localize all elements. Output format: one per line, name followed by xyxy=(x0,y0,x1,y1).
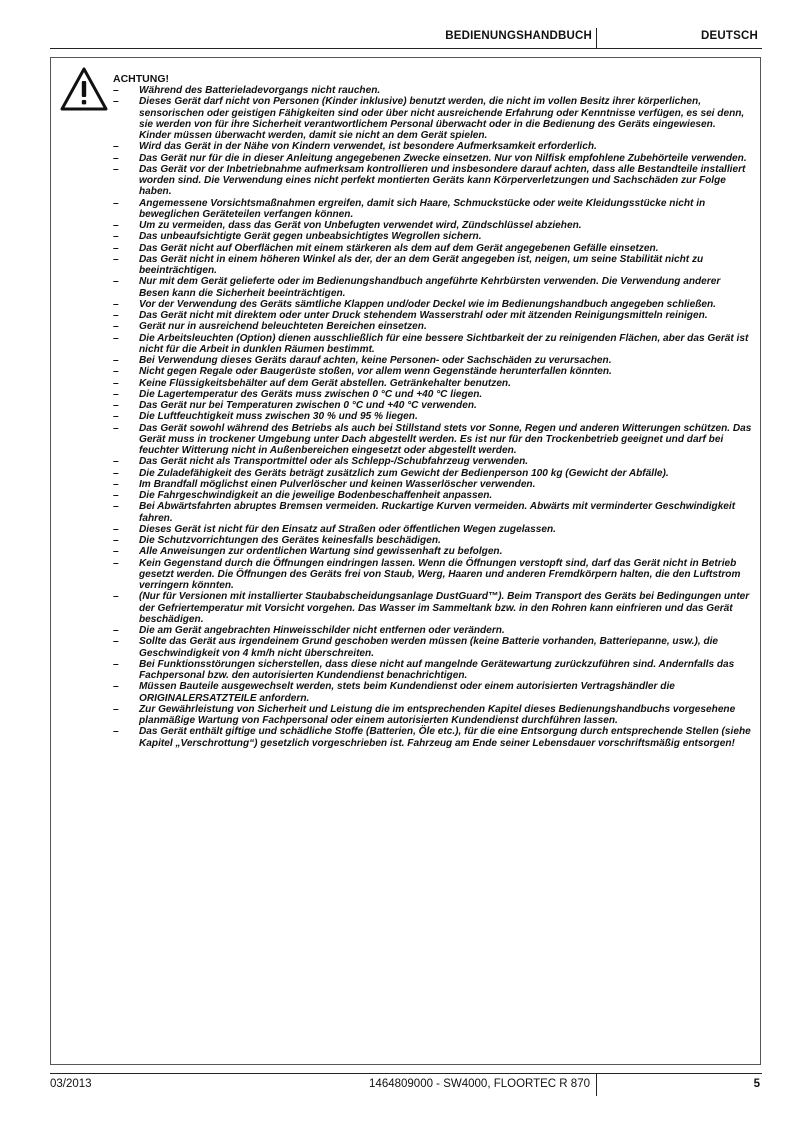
list-dash: – xyxy=(113,152,119,164)
warning-box xyxy=(50,57,761,1065)
warning-item xyxy=(113,524,753,535)
warning-item xyxy=(113,726,753,749)
warning-item-text: Die Luftfeuchtigkeit muss zwischen 30 % und 95 % liegen. xyxy=(139,411,418,423)
warning-item xyxy=(113,299,753,310)
warning-item xyxy=(113,636,753,659)
warning-item-text: Sollte das Gerät aus irgendeinem Grund geschoben werden müssen (keine Batterie vorhanden, Batteriepanne, usw.), die Geschwindigkeit von 4 km/h nicht überschreiten. xyxy=(139,636,719,659)
warning-item-text: Angemessene Vorsichtsmaßnahmen ergreifen, damit sich Haare, Schmuckstücke oder weite Kleidungsstücke nicht in beweglichen Geräteteilen verfangen können. xyxy=(139,197,706,220)
warning-item-text: Zur Gewährleistung von Sicherheit und Leistung die im entsprechenden Kapitel dieses Bedienungshandbuchs vorgesehene planmäßige Wartung von Fachpersonal oder einem autorisierten Kundendienst durchführen lassen. xyxy=(139,703,736,726)
list-dash: – xyxy=(113,321,119,333)
list-dash: – xyxy=(113,591,119,603)
list-dash: – xyxy=(113,411,119,423)
manual-title: BEDIENUNGSHANDBUCH xyxy=(445,30,592,42)
warning-item-text: Im Brandfall möglichst einen Pulverlöscher und keinen Wasserlöscher verwenden. xyxy=(139,478,536,490)
warning-item-text: Das Gerät nicht in einem höheren Winkel als der, der an dem Gerät angegeben ist, neigen, um seine Stabilität nicht zu beeinträchtigen. xyxy=(139,253,704,276)
warning-item-text: Das Gerät nicht als Transportmittel oder als Schlepp-/Schubfahrzeug verwenden. xyxy=(139,456,529,468)
warning-item-text: Während des Batterieladevorgangs nicht rauchen. xyxy=(139,85,381,96)
warning-item xyxy=(113,96,753,130)
list-dash: – xyxy=(113,467,119,479)
warning-item xyxy=(113,479,753,490)
warning-item xyxy=(113,276,753,299)
list-dash: – xyxy=(113,242,119,254)
list-dash: – xyxy=(113,703,119,715)
warning-item xyxy=(113,468,753,479)
footer-date: 03/2013 xyxy=(50,1078,92,1090)
warning-item-text: Die Fahrgeschwindigkeit an die jeweilige Bodenbeschaffenheit anpassen. xyxy=(139,490,493,501)
page-number: 5 xyxy=(753,1078,760,1090)
warning-item-text: Wird das Gerät in der Nähe von Kindern verwendet, ist besondere Aufmerksamkeit erforderlich. xyxy=(139,141,597,153)
warning-item-text: Das Gerät nur für die in dieser Anleitung angegebenen Zwecke einsetzen. Nur von Nilfisk empfohlene Zubehörteile verwenden. xyxy=(139,152,747,164)
warning-item-text: Die Arbeitsleuchten (Option) dienen ausschließlich für eine bessere Sichtbarkeit der zu reinigenden Flächen, aber das Gerät ist nicht für die Arbeit in dunklen Räumen bestimmt. xyxy=(139,332,749,355)
list-dash: – xyxy=(113,388,119,400)
list-dash: – xyxy=(113,636,119,648)
list-dash: – xyxy=(113,625,119,636)
warning-item xyxy=(113,130,753,141)
list-dash: – xyxy=(113,197,119,209)
warning-item xyxy=(113,411,753,422)
warning-item-text: Das Gerät sowohl während des Betriebs als auch bei Stillstand stets vor Sonne, Regen und anderen Witterungen schützen. Das Gerät muss in trockener Umgebung unter Dach abgestellt werden. Es ist nur für den Trockenbetrieb geeignet und darf bei feuchter Witterung nicht in Außenbereichen eingesetzt oder abgestellt werden. xyxy=(139,422,752,456)
warning-item-text: (Nur für Versionen mit installierter Staubabscheidungsanlage DustGuard™). Beim Transport des Geräts bei Bedingungen unter der Gefriertemperatur mit Vorsicht vorgehen. Das Wasser im Sammeltank bzw. in den Rohren kann einfrieren und das Gerät beschädigen. xyxy=(139,591,750,625)
list-dash: – xyxy=(113,253,119,265)
warning-item xyxy=(113,220,753,231)
warning-item-text: Kein Gegenstand durch die Öffnungen eindringen lassen. Wenn die Öffnungen verstopft sind, darf das Gerät nicht in Betrieb gesetzt werden. Die Öffnungen des Geräts frei von Staub, Werg, Haaren und anderen Fremdkörpern halten, die den Luftstrom verringern könnten. xyxy=(139,557,741,591)
warning-item-text: Um zu vermeiden, dass das Gerät von Unbefugten verwendet wird, Zündschlüssel abziehen. xyxy=(139,220,582,231)
warning-item-text: Vor der Verwendung des Geräts sämtliche Klappen und/oder Deckel wie im Bedienungshandbuch angegeben schließen. xyxy=(139,298,716,310)
list-dash: – xyxy=(113,332,119,344)
warning-item-text: Das Gerät nicht auf Oberflächen mit einem stärkeren als dem auf dem Gerät angegebenen Gefälle einsetzen. xyxy=(139,242,659,254)
warning-item xyxy=(113,681,753,704)
list-dash: – xyxy=(113,658,119,670)
warning-item-text: Die Zuladefähigkeit des Geräts beträgt zusätzlich zum Gewicht der Bedienperson 100 kg (Gewicht der Abfälle). xyxy=(139,467,669,479)
list-dash: – xyxy=(113,141,119,153)
warning-item-text: Alle Anweisungen zur ordentlichen Wartung sind gewissenhaft zu befolgen. xyxy=(139,546,503,558)
warning-item-text: Nicht gegen Regale oder Baugerüste stoßen, vor allem wenn Gegenstände herunterfallen könnten. xyxy=(139,366,612,378)
list-dash: – xyxy=(113,490,119,501)
warning-item xyxy=(113,704,753,727)
warning-item xyxy=(113,254,753,277)
warning-item xyxy=(113,85,753,96)
list-dash: – xyxy=(113,557,119,569)
warning-item xyxy=(113,153,753,164)
warning-item xyxy=(113,400,753,411)
warning-item xyxy=(113,366,753,377)
warning-triangle-icon xyxy=(59,66,109,112)
list-dash: – xyxy=(113,456,119,468)
warning-item xyxy=(113,591,753,625)
warning-item-text: Die Schutzvorrichtungen des Gerätes keinesfalls beschädigen. xyxy=(139,535,441,546)
warning-item-text: Die am Gerät angebrachten Hinweisschilder nicht entfernen oder verändern. xyxy=(139,625,505,636)
warning-item xyxy=(113,310,753,321)
list-dash: – xyxy=(113,96,119,108)
warning-item xyxy=(113,423,753,457)
warning-content xyxy=(113,73,753,749)
warning-item xyxy=(113,535,753,546)
list-dash: – xyxy=(113,726,119,738)
list-dash: – xyxy=(113,310,119,321)
warning-item xyxy=(113,490,753,501)
list-dash: – xyxy=(113,85,119,96)
list-dash: – xyxy=(113,681,119,693)
warning-item xyxy=(113,231,753,242)
footer-document-id: 1464809000 - SW4000, FLOORTEC R 870 xyxy=(369,1078,590,1090)
list-dash: – xyxy=(113,220,119,231)
warning-item xyxy=(113,378,753,389)
list-dash: – xyxy=(113,422,119,434)
warning-item-text: Die Lagertemperatur des Geräts muss zwischen 0 °C und +40 °C liegen. xyxy=(139,388,483,400)
page-footer xyxy=(50,1073,762,1096)
list-dash: – xyxy=(113,478,119,490)
list-dash: – xyxy=(113,400,119,411)
warning-item-text: Das unbeaufsichtigte Gerät gegen unbeabsichtigtes Wegrollen sichern. xyxy=(139,231,482,243)
header-divider xyxy=(596,28,597,48)
list-dash: – xyxy=(113,163,119,175)
list-dash: – xyxy=(113,523,119,535)
warning-item-text: Gerät nur in ausreichend beleuchteten Bereichen einsetzen. xyxy=(139,321,427,333)
warning-item xyxy=(113,546,753,557)
warning-item xyxy=(113,198,753,221)
warning-item-text: Das Gerät vor der Inbetriebnahme aufmerksam kontrollieren und insbesondere darauf achten, dass alle Bestandteile installiert worden sind. Die Verwendung eines nicht perfekt montierten Geräts kann Körperverletzungen und Sachschäden zur Folge haben. xyxy=(139,163,746,198)
list-dash: – xyxy=(113,298,119,310)
warning-item-text: Kinder müssen überwacht werden, damit sie nicht an dem Gerät spielen. xyxy=(139,130,488,141)
footer-divider xyxy=(596,1074,597,1096)
warning-item-text: Müssen Bauteile ausgewechselt werden, stets beim Kundendienst oder einem autorisierten Vertragshändler die ORIGINALERSATZTEILE anfordern. xyxy=(139,681,675,704)
warning-item-text: Das Gerät enthält giftige und schädliche Stoffe (Batterien, Öle etc.), für die eine Entsorgung durch entsprechende Stellen (siehe Kapitel „Verschrottung“) gesetzlich vorgeschrieben ist. Fahrzeug am Ende seiner Lebensdauer vorschriftsmäßig entsorgen! xyxy=(139,726,751,749)
warning-item xyxy=(113,625,753,636)
warning-item xyxy=(113,164,753,198)
warning-item-text: Bei Abwärtsfahrten abruptes Bremsen vermeiden. Ruckartige Kurven vermeiden. Abwärts mit verminderter Geschwindigkeit fahren. xyxy=(139,501,736,524)
warning-item-text: Dieses Gerät ist nicht für den Einsatz auf Straßen oder öffentlichen Wegen zugelassen. xyxy=(139,523,556,535)
warning-heading: ACHTUNG! xyxy=(113,73,169,85)
warning-item xyxy=(113,389,753,400)
warning-item xyxy=(113,355,753,366)
warning-item-text: Das Gerät nur bei Temperaturen zwischen 0 °C und +40 °C verwenden. xyxy=(139,400,477,411)
warning-item xyxy=(113,659,753,682)
warning-item-text: Keine Flüssigkeitsbehälter auf dem Gerät abstellen. Getränkehalter benutzen. xyxy=(139,377,511,389)
warning-item-text: Bei Verwendung dieses Geräts darauf achten, keine Personen- oder Sachschäden zu verursachen. xyxy=(139,355,612,366)
list-dash: – xyxy=(113,366,119,378)
warning-item-text: Das Gerät nicht mit direktem oder unter Druck stehendem Wasserstrahl oder mit ätzenden Reinigungsmitteln reinigen. xyxy=(139,310,708,321)
page-header xyxy=(50,28,762,49)
list-dash: – xyxy=(113,501,119,513)
list-dash: – xyxy=(113,377,119,389)
warning-list xyxy=(113,85,753,749)
warning-item-text: Bei Funktionsstörungen sicherstellen, dass diese nicht auf mangelnde Gerätewartung zurückzuführen sind. Andernfalls das Fachpersonal bzw. den autorisierten Kundendienst benachrichtigen. xyxy=(139,658,735,681)
warning-item-text: Dieses Gerät darf nicht von Personen (Kinder inklusive) benutzt werden, die nicht im vollen Besitz ihrer körperlichen, sensorischen oder geistigen Fähigkeiten sind oder über nicht ausreichende Erfahrung oder Kenntnisse verfügen, es sei denn, sie werden von für ihre Sicherheit verantwortlichem Personal überwacht oder in die Bedienung des Geräts eingewiesen. xyxy=(139,96,745,130)
list-dash: – xyxy=(113,546,119,558)
list-dash: – xyxy=(113,355,119,366)
warning-item xyxy=(113,558,753,592)
list-dash: – xyxy=(113,276,119,288)
warning-item xyxy=(113,333,753,356)
warning-item xyxy=(113,141,753,152)
warning-item-text: Nur mit dem Gerät gelieferte oder im Bedienungshandbuch angeführte Kehrbürsten verwenden. Die Verwendung anderer Besen kann die Sicherheit beeinträchtigen. xyxy=(139,276,721,299)
warning-item xyxy=(113,243,753,254)
language-label: DEUTSCH xyxy=(701,30,758,42)
warning-item xyxy=(113,501,753,524)
list-dash: – xyxy=(113,231,119,243)
warning-item xyxy=(113,456,753,467)
warning-item xyxy=(113,321,753,332)
list-dash: – xyxy=(113,535,119,546)
